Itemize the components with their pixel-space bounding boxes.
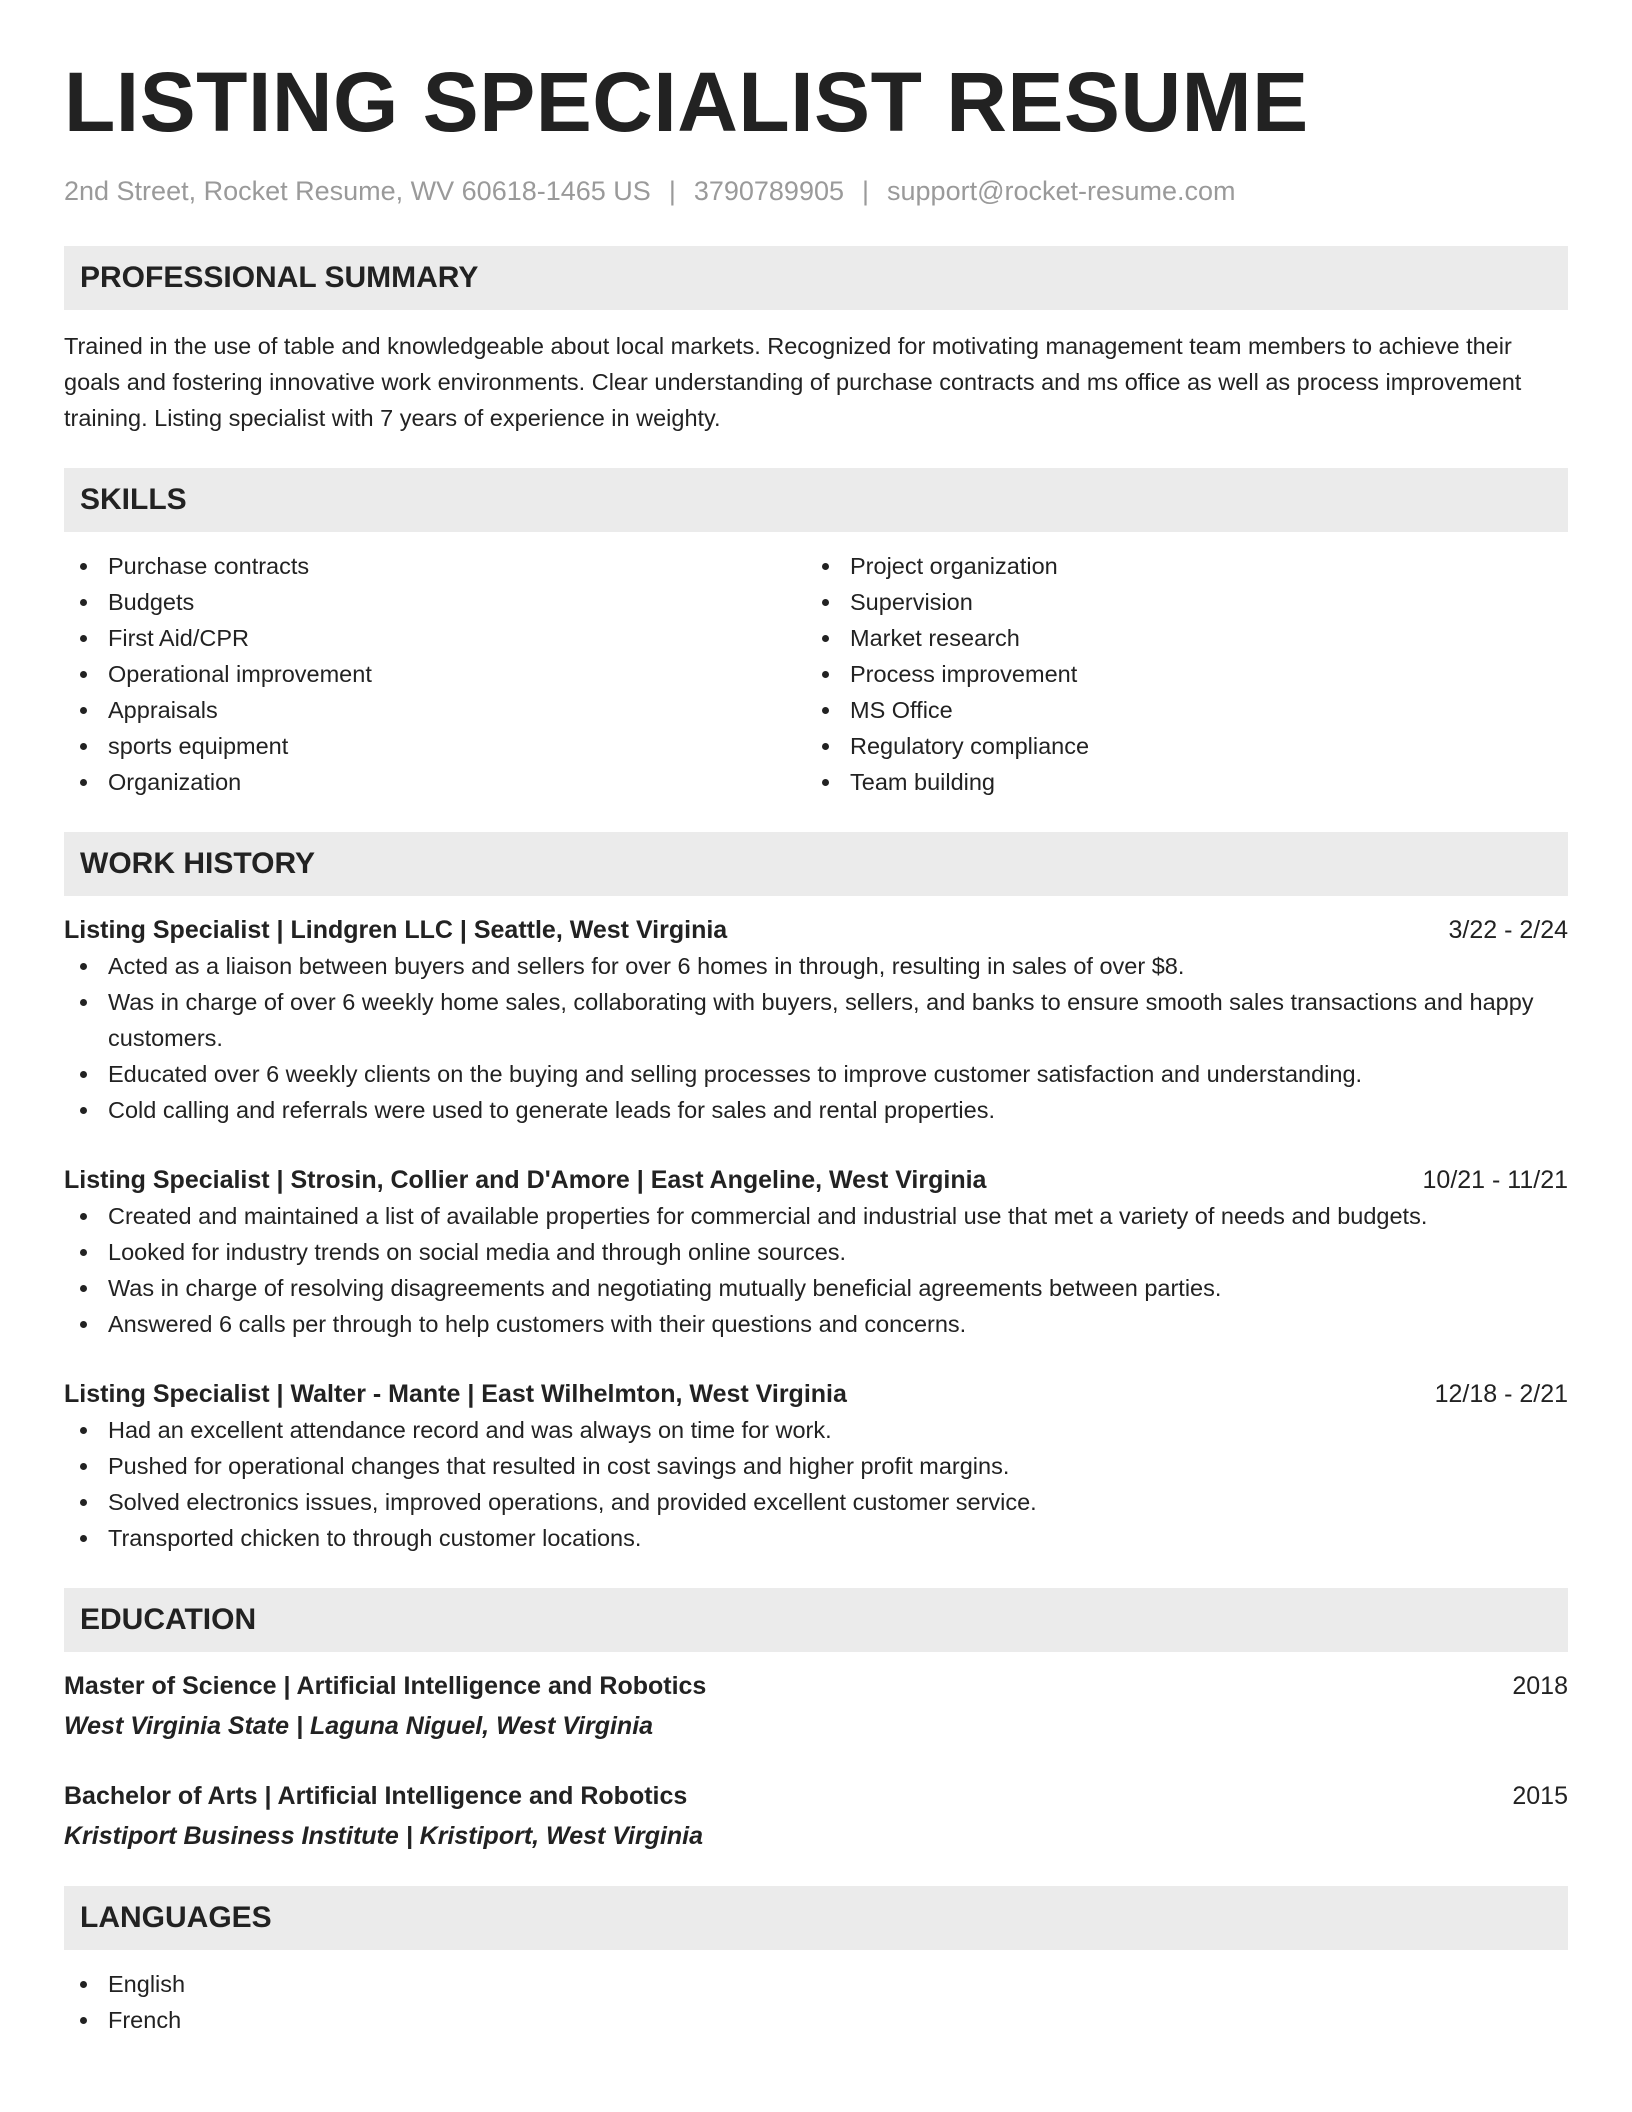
skill-item: MS Office <box>806 692 1548 728</box>
skill-item: Process improvement <box>806 656 1548 692</box>
skill-item: Organization <box>64 764 806 800</box>
contact-address: 2nd Street, Rocket Resume, WV 60618-1465 US <box>64 176 651 206</box>
job-bullet: Answered 6 calls per through to help customers with their questions and concerns. <box>64 1306 1568 1342</box>
contact-separator: | <box>862 176 870 206</box>
education-entry <box>64 1668 1568 1744</box>
summary-heading: PROFESSIONAL SUMMARY <box>64 246 1568 310</box>
job-title: Listing Specialist | Strosin, Collier and D'Amore | East Angeline, West Virginia <box>64 1166 987 1194</box>
skills-column-left <box>64 548 806 800</box>
job-header <box>64 1376 1568 1412</box>
job-dates: 3/22 - 2/24 <box>1448 916 1568 944</box>
skill-item: Team building <box>806 764 1548 800</box>
job-title: Listing Specialist | Lindgren LLC | Seattle, West Virginia <box>64 916 728 944</box>
job-bullet: Transported chicken to through customer locations. <box>64 1520 1568 1556</box>
language-item: English <box>64 1966 1568 2002</box>
job-dates: 10/21 - 11/21 <box>1422 1166 1568 1194</box>
job-bullet: Acted as a liaison between buyers and sellers for over 6 homes in through, resulting in sales of over $8. <box>64 948 1568 984</box>
education-header <box>64 1668 1568 1704</box>
job-dates: 12/18 - 2/21 <box>1434 1380 1568 1408</box>
skills-column-right <box>806 548 1548 800</box>
skill-item: Budgets <box>64 584 806 620</box>
contact-phone: 3790789905 <box>693 176 844 206</box>
job-header <box>64 912 1568 948</box>
summary-text: Trained in the use of table and knowledgeable about local markets. Recognized for motivating management team members to achieve their goals and fostering innovative work environments. Clear understanding of purchase contracts and ms office as well as process improvement training. Listing specialist with 7 years of experience in weighty. <box>64 333 1522 431</box>
school-name: Kristiport Business Institute | Kristiport, West Virginia <box>64 1822 704 1850</box>
skill-item: Supervision <box>806 584 1548 620</box>
resume-title: LISTING SPECIALIST RESUME <box>64 55 1309 149</box>
job-entry <box>64 912 1568 1128</box>
job-bullet: Educated over 6 weekly clients on the buying and selling processes to improve customer satisfaction and understanding. <box>64 1056 1568 1092</box>
graduation-year: 2015 <box>1512 1782 1568 1810</box>
contact-email: support@rocket-resume.com <box>887 176 1236 206</box>
skill-item: Regulatory compliance <box>806 728 1548 764</box>
job-bullet: Created and maintained a list of available properties for commercial and industrial use that met a variety of needs and budgets. <box>64 1198 1568 1234</box>
education-header <box>64 1778 1568 1814</box>
job-bullet: Was in charge of over 6 weekly home sales, collaborating with buyers, sellers, and banks to ensure smooth sales transactions and happy customers. <box>64 984 1568 1056</box>
job-bullet: Was in charge of resolving disagreements and negotiating mutually beneficial agreements between parties. <box>64 1270 1568 1306</box>
skill-item: Market research <box>806 620 1548 656</box>
job-bullet: Looked for industry trends on social media and through online sources. <box>64 1234 1568 1270</box>
education-heading: EDUCATION <box>64 1588 1568 1652</box>
job-entry <box>64 1376 1568 1556</box>
languages-heading: LANGUAGES <box>64 1886 1568 1950</box>
job-header <box>64 1162 1568 1198</box>
job-bullet: Had an excellent attendance record and was always on time for work. <box>64 1412 1568 1448</box>
degree-title: Bachelor of Arts | Artificial Intelligence and Robotics <box>64 1782 688 1810</box>
job-bullets <box>64 1412 1568 1556</box>
work-heading: WORK HISTORY <box>64 832 1568 896</box>
job-bullet: Cold calling and referrals were used to generate leads for sales and rental properties. <box>64 1092 1568 1128</box>
skills-list <box>64 548 1568 800</box>
skill-item: Operational improvement <box>64 656 806 692</box>
contact-line <box>64 174 1568 208</box>
skill-item: sports equipment <box>64 728 806 764</box>
contact-separator: | <box>668 176 676 206</box>
job-title: Listing Specialist | Walter - Mante | East Wilhelmton, West Virginia <box>64 1380 847 1408</box>
job-bullet: Pushed for operational changes that resulted in cost savings and higher profit margins. <box>64 1448 1568 1484</box>
job-bullets <box>64 948 1568 1128</box>
education-entry <box>64 1778 1568 1854</box>
job-bullets <box>64 1198 1568 1342</box>
skill-item: Appraisals <box>64 692 806 728</box>
graduation-year: 2018 <box>1512 1672 1568 1700</box>
skill-item: Project organization <box>806 548 1548 584</box>
skill-item: First Aid/CPR <box>64 620 806 656</box>
job-bullet: Solved electronics issues, improved operations, and provided excellent customer service. <box>64 1484 1568 1520</box>
degree-title: Master of Science | Artificial Intelligence and Robotics <box>64 1672 707 1700</box>
language-item: French <box>64 2002 1568 2038</box>
school-name: West Virginia State | Laguna Niguel, West Virginia <box>64 1712 654 1740</box>
job-entry <box>64 1162 1568 1342</box>
skills-heading: SKILLS <box>64 468 1568 532</box>
languages-list <box>64 1966 1568 2038</box>
skill-item: Purchase contracts <box>64 548 806 584</box>
